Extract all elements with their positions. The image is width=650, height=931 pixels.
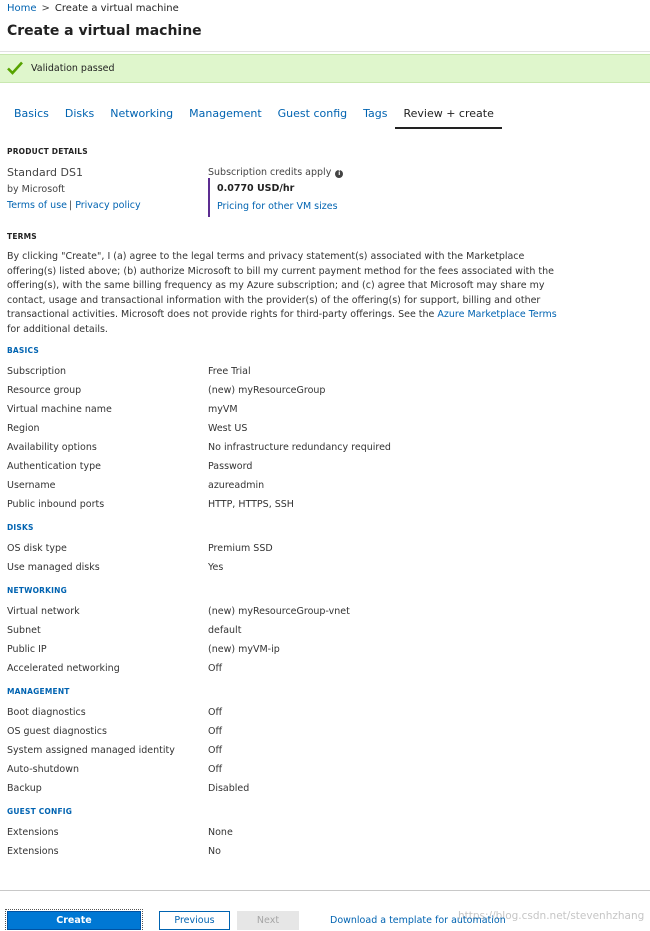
summary-row [7, 663, 607, 677]
row-value: Off [208, 745, 223, 756]
basics-heading: BASICS [7, 346, 39, 355]
row-label: System assigned managed identity [7, 745, 175, 756]
summary-row [7, 423, 607, 437]
management-heading: MANAGEMENT [7, 687, 70, 696]
checkmark-icon [7, 61, 23, 75]
summary-row [7, 562, 607, 576]
summary-row [7, 625, 607, 639]
summary-row [7, 499, 607, 513]
row-label: Resource group [7, 385, 82, 396]
next-button[interactable]: Next [237, 911, 299, 930]
summary-row [7, 404, 607, 418]
row-label: Region [7, 423, 40, 434]
row-value: azureadmin [208, 480, 265, 491]
marketplace-terms-link[interactable]: Azure Marketplace Terms [437, 309, 557, 320]
row-value: West US [208, 423, 248, 434]
download-template-link[interactable]: Download a template for automation [330, 915, 506, 926]
subscription-credits-label: Subscription credits apply [208, 167, 332, 178]
wizard-tabs [7, 104, 502, 126]
terms-of-use-link[interactable]: Terms of use [7, 200, 67, 211]
row-value: Off [208, 726, 223, 737]
summary-row [7, 442, 607, 456]
row-value: (new) myResourceGroup-vnet [208, 606, 350, 617]
privacy-policy-link[interactable]: Privacy policy [75, 200, 141, 211]
pricing-other-sizes-link[interactable]: Pricing for other VM sizes [217, 201, 338, 212]
product-publisher: by Microsoft [7, 184, 65, 195]
row-value: myVM [208, 404, 238, 415]
title-divider [0, 51, 650, 52]
row-label: Subscription [7, 366, 67, 377]
terms-text [7, 250, 572, 337]
tab-networking[interactable]: Networking [110, 107, 174, 120]
row-label: Public IP [7, 644, 47, 655]
tab-management[interactable]: Management [189, 107, 262, 120]
row-label: OS guest diagnostics [7, 726, 107, 737]
price-box [208, 178, 338, 217]
footer-divider [0, 890, 650, 891]
breadcrumb-home-link[interactable]: Home [7, 3, 37, 14]
row-value: Off [208, 764, 223, 775]
product-name: Standard DS1 [7, 166, 83, 179]
row-value: (new) myVM-ip [208, 644, 280, 655]
row-value: Off [208, 707, 223, 718]
validation-text: Validation passed [31, 63, 115, 74]
networking-heading: NETWORKING [7, 586, 67, 595]
breadcrumb-separator: > [41, 3, 50, 14]
summary-row [7, 606, 607, 620]
link-separator: | [69, 200, 73, 211]
row-label: Extensions [7, 827, 59, 838]
row-value: default [208, 625, 242, 636]
summary-row [7, 644, 607, 658]
row-value: Disabled [208, 783, 250, 794]
tab-basics[interactable]: Basics [14, 107, 49, 120]
subscription-credits [208, 167, 343, 178]
summary-row [7, 745, 607, 759]
row-label: Auto-shutdown [7, 764, 80, 775]
previous-button[interactable]: Previous [159, 911, 230, 930]
summary-row [7, 543, 607, 557]
terms-suffix: for additional details. [7, 323, 108, 335]
summary-row [7, 366, 607, 380]
tab-tags[interactable]: Tags [363, 107, 388, 120]
row-label: OS disk type [7, 543, 67, 554]
row-label: Public inbound ports [7, 499, 105, 510]
summary-row [7, 726, 607, 740]
row-value: No [208, 846, 221, 857]
product-links [7, 200, 141, 211]
terms-heading: TERMS [7, 232, 37, 241]
summary-row [7, 783, 607, 797]
summary-row [7, 461, 607, 475]
row-value: Password [208, 461, 253, 472]
create-button[interactable]: Create [7, 911, 141, 930]
row-label: Boot diagnostics [7, 707, 86, 718]
row-value: None [208, 827, 233, 838]
row-value: Yes [208, 562, 224, 573]
breadcrumb-current: Create a virtual machine [54, 3, 179, 14]
product-details-heading: PRODUCT DETAILS [7, 147, 88, 156]
validation-banner [0, 54, 650, 83]
info-icon[interactable]: i [335, 170, 343, 178]
row-value: Premium SSD [208, 543, 273, 554]
summary-row [7, 846, 607, 860]
summary-row [7, 827, 607, 841]
row-label: Accelerated networking [7, 663, 120, 674]
row-value: HTTP, HTTPS, SSH [208, 499, 294, 510]
row-value: Off [208, 663, 223, 674]
row-label: Virtual machine name [7, 404, 112, 415]
row-label: Extensions [7, 846, 59, 857]
row-label: Authentication type [7, 461, 101, 472]
row-label: Availability options [7, 442, 97, 453]
terms-body: By clicking "Create", I (a) agree to the legal terms and privacy statement(s) associated with the Marketplace offering(s) listed above; (b) authorize Microsoft to bill my current payment method for the fees associated with the offering(s), with the same billing frequency as my Azure subscription; and (c) agree that Microsoft may share my contact, usage and transactional information with the provider(s) of the offering(s) for support, billing and other transactional activities. Microsoft does not provide rights for third-party offerings. See the [7, 251, 554, 320]
row-label: Username [7, 480, 56, 491]
tab-guest-config[interactable]: Guest config [277, 107, 348, 120]
row-label: Backup [7, 783, 42, 794]
row-label: Virtual network [7, 606, 80, 617]
summary-row [7, 707, 607, 721]
summary-row [7, 385, 607, 399]
row-value: (new) myResourceGroup [208, 385, 326, 396]
tab-review-create[interactable]: Review + create [395, 104, 501, 126]
row-label: Subnet [7, 625, 41, 636]
summary-row [7, 480, 607, 494]
vm-price: 0.0770 USD/hr [217, 183, 295, 194]
page-title: Create a virtual machine [7, 23, 202, 39]
watermark: https://blog.csdn.net/stevenhzhang [458, 910, 645, 922]
row-value: Free Trial [208, 366, 251, 377]
guest-config-heading: GUEST CONFIG [7, 807, 73, 816]
disks-heading: DISKS [7, 523, 34, 532]
tab-disks[interactable]: Disks [64, 107, 95, 120]
summary-row [7, 764, 607, 778]
breadcrumb [7, 2, 179, 15]
row-value: No infrastructure redundancy required [208, 442, 391, 453]
row-label: Use managed disks [7, 562, 100, 573]
